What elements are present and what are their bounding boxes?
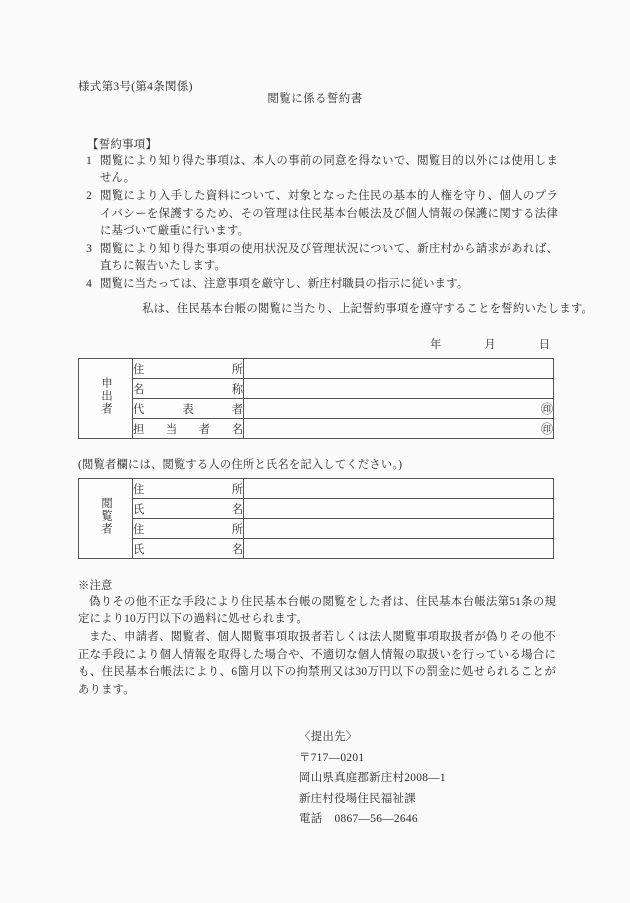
field-label-cell [133,419,244,439]
pledge-item [78,188,558,240]
field-label-cell [133,539,244,559]
notice-section-heading: ※注意 [78,580,113,592]
table-row [79,379,554,399]
field-label: 氏名 [133,503,243,516]
table-row [79,539,554,559]
field-label: 住所 [133,483,243,496]
seal-mark: ㊞ [540,422,553,436]
page-title: 閲覧に係る誓約書 [267,93,363,105]
pledge-section-heading: 【誓約事項】 [87,139,158,151]
telephone-number: 0867—56—2646 [334,813,418,825]
pledge-item-number: 2 [86,190,92,203]
pledge-item [78,153,558,188]
pledge-item-text: 閲覧に当たっては、注意事項を厳守し、新庄村職員の指示に従います。 [100,278,469,291]
table-row [79,419,554,439]
pledge-item [78,241,558,276]
field-label-cell [133,479,244,499]
applicant-group-label-cell [79,359,133,439]
applicant-name-input[interactable] [244,379,554,399]
viewer-1-address-input[interactable] [244,479,554,499]
submit-to-postal-code: 〒717—0201 [299,751,365,764]
field-label-cell [133,359,244,379]
table-row [79,399,554,419]
pledge-item-text: 閲覧により入手した資料について、対象となった住民の基本的人権を守り、個人のプライバシーを保護するため、その管理は住民基本台帳法及び個人情報の保護に関する法律に基づいて厳重に行います。 [100,190,558,238]
form-code-label: 様式第3号(第4条関係) [78,81,193,93]
telephone-label: 電話 [299,813,323,825]
date-month-label: 月 [484,339,496,351]
field-label-cell [133,399,244,419]
field-label-cell [133,499,244,519]
applicant-group-label: 申出者 [100,376,112,416]
seal-mark: ㊞ [540,402,553,416]
notice-paragraph: 偽りその他不正な手段により住民基本台帳の閲覧をした者は、住民基本台帳法第51条の規定により10万円以下の過料に処せられます。 [78,596,556,626]
applicant-info-table [78,358,554,439]
submit-to-heading: 〈提出先〉 [299,731,358,743]
viewer-table-note: (閲覧者欄には、閲覧する人の住所と氏名を記入してください。) [78,459,403,471]
table-row [79,499,554,519]
pledge-item-number: 3 [86,243,92,256]
applicant-contact-person-input[interactable] [244,419,554,439]
pledge-item-number: 4 [86,278,92,291]
field-label: 担当者名 [133,423,243,436]
submit-to-block [299,727,446,830]
date-year-label: 年 [430,339,442,351]
notice-paragraph: また、申請者、閲覧者、個人閲覧事項取扱者若しくは法人閲覧事項取扱者が偽りその他不正な手段により個人情報を取得した場合や、不適切な個人情報の取扱いを行っている場合にも、住民基本台帳法により、6箇月以下の拘禁刑又は30万円以下の罰金に処せられることがあります。 [78,631,556,696]
field-label-cell [133,379,244,399]
viewer-info-table [78,478,554,559]
pledge-item [78,276,558,293]
date-day-label: 日 [538,339,550,351]
viewer-group-label: 閲覧者 [100,496,112,536]
notice-body [78,594,556,699]
pledge-item-text: 閲覧により知り得た事項は、本人の事前の同意を得ないで、閲覧目的以外には使用しません。 [100,155,558,185]
field-label: 氏名 [133,543,243,556]
pledge-items-list [78,153,558,294]
applicant-representative-input[interactable] [244,399,554,419]
field-label: 住所 [133,363,243,376]
viewer-2-name-input[interactable] [244,539,554,559]
submit-to-address: 岡山県真庭郡新庄村2008—1 [299,772,446,784]
pledge-statement: 私は、住民基本台帳の閲覧に当たり、上記誓約事項を遵守することを誓約いたします。 [142,303,594,315]
viewer-2-address-input[interactable] [244,519,554,539]
field-label-cell [133,519,244,539]
field-label: 住所 [133,523,243,536]
applicant-address-input[interactable] [244,359,554,379]
pledge-item-number: 1 [86,155,92,167]
table-row [79,479,554,499]
viewer-1-name-input[interactable] [244,499,554,519]
field-label: 代表者 [133,403,243,416]
table-row [79,519,554,539]
date-entry-line [430,336,550,352]
pledge-item-text: 閲覧により知り得た事項の使用状況及び管理状況について、新庄村から請求があれば、直ちに報告いたします。 [100,243,558,273]
submit-to-department: 新庄村役場住民福祉課 [299,792,416,805]
field-label: 名称 [133,383,243,396]
submit-to-telephone [299,809,446,830]
viewer-group-label-cell [79,479,133,559]
table-row [79,359,554,379]
